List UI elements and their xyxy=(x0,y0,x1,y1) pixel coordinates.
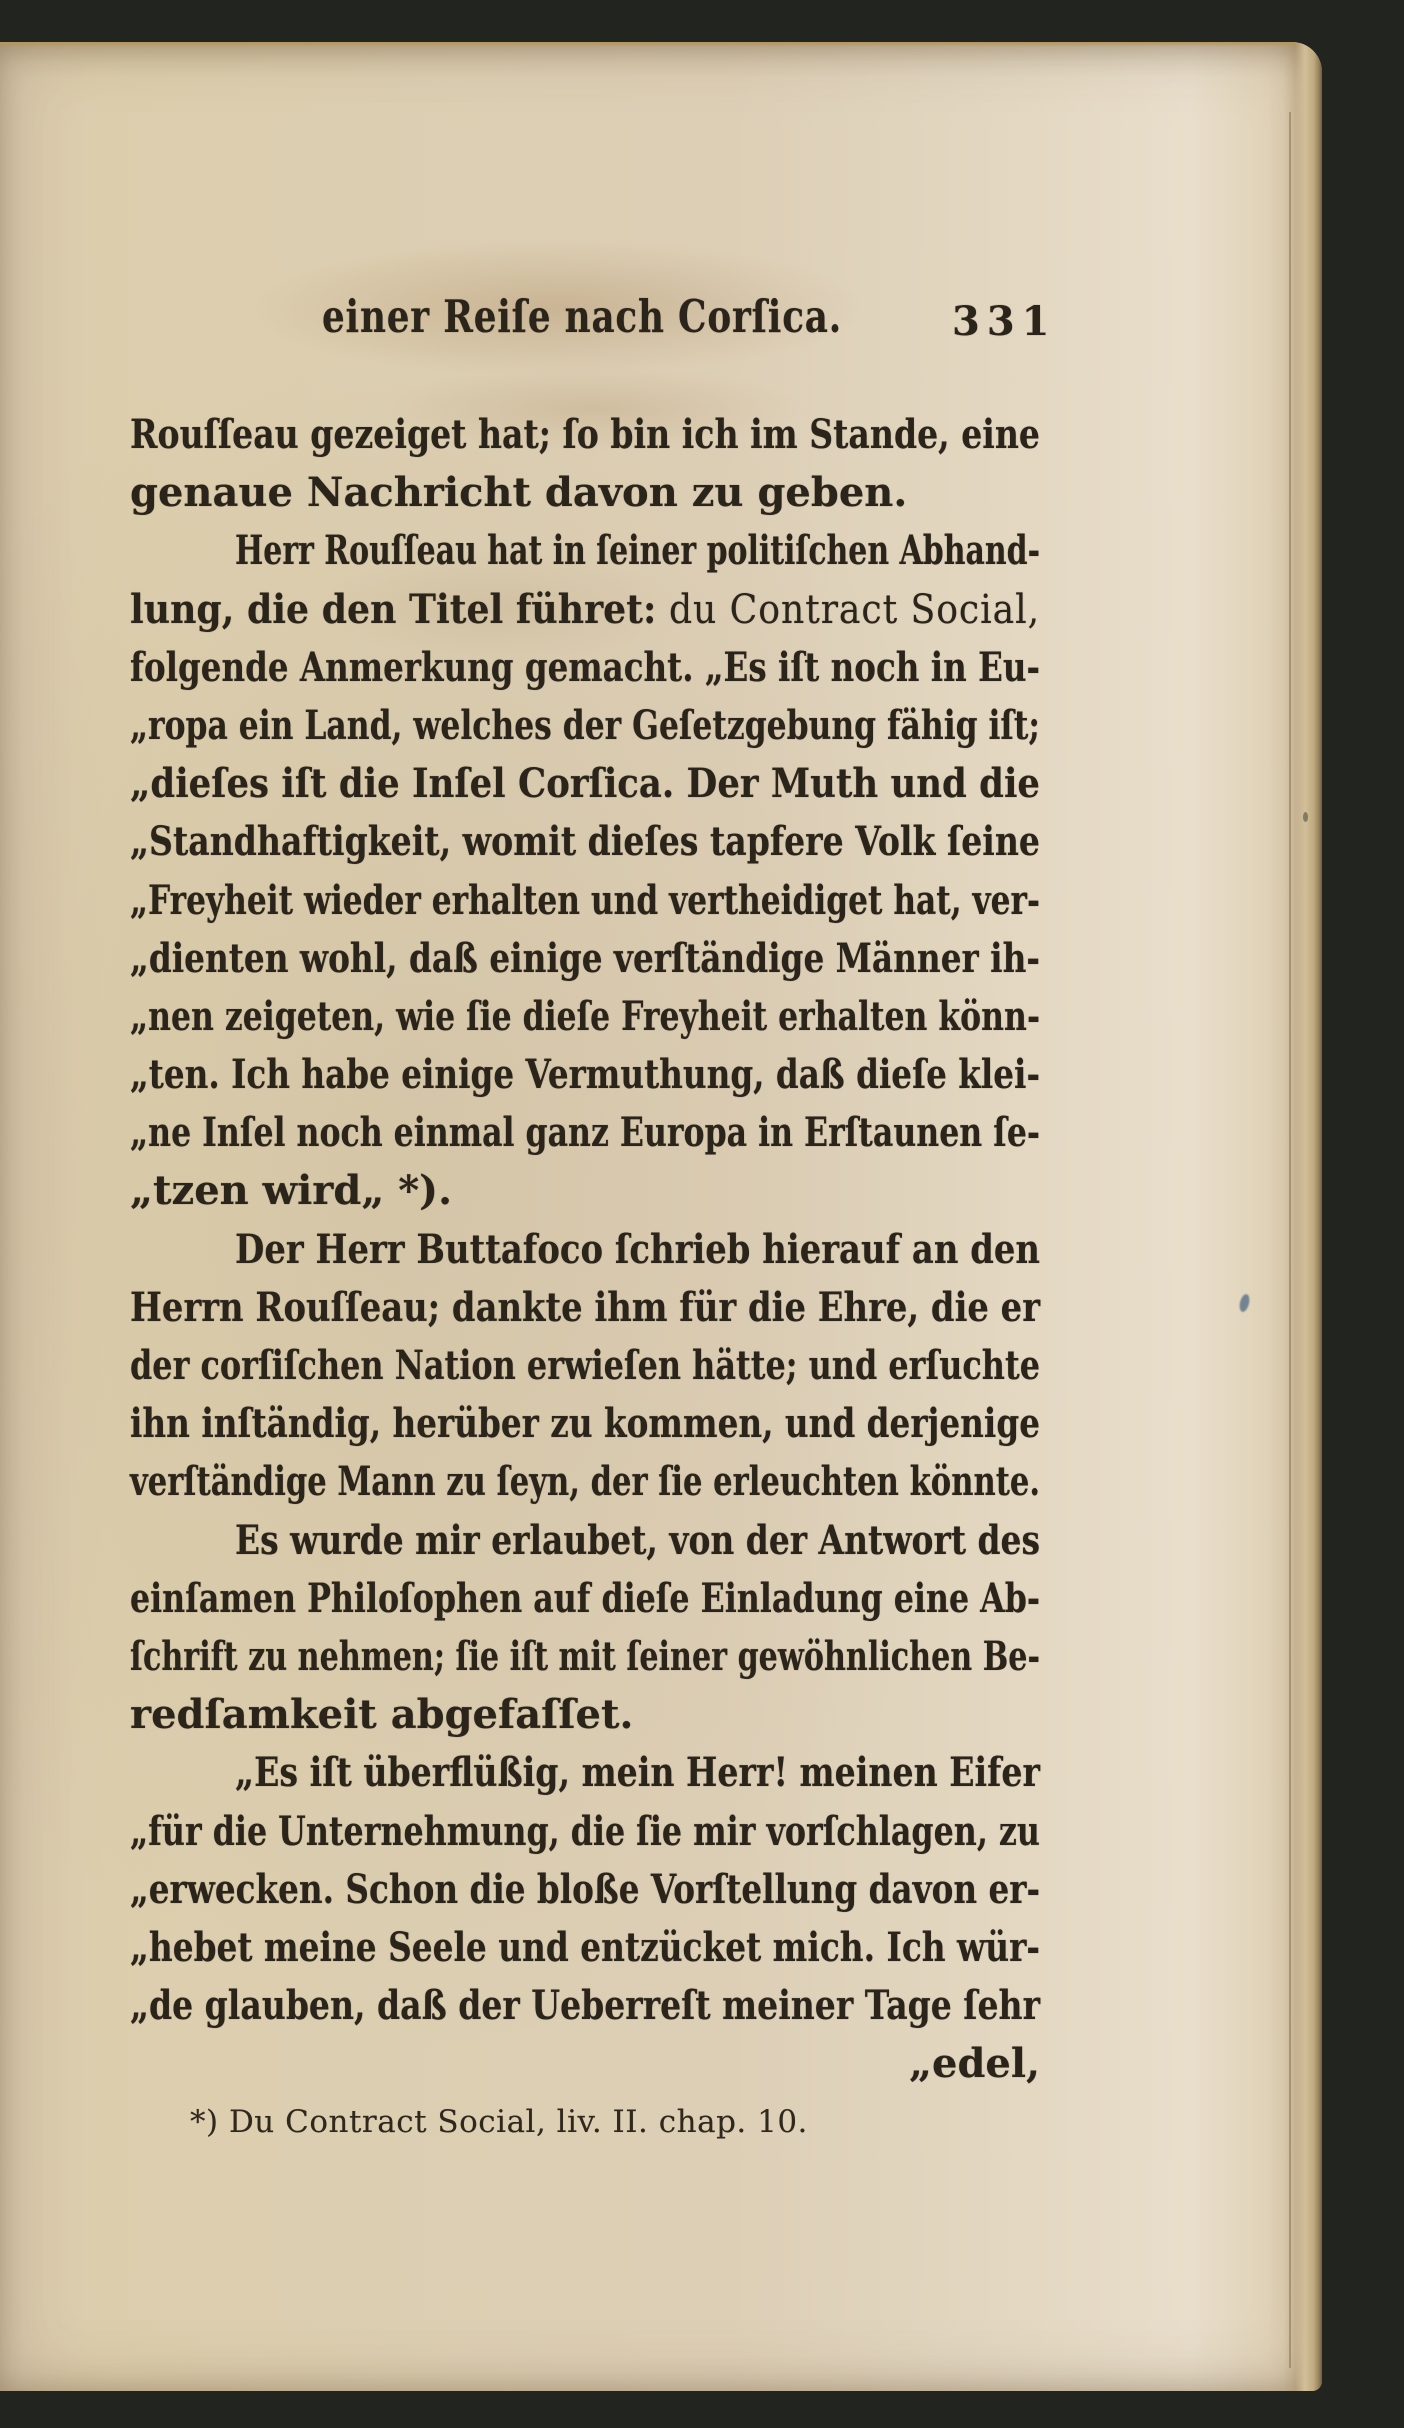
fraktur-text: genaue Nachricht davon zu geben. xyxy=(130,469,908,517)
text-line xyxy=(130,1337,1040,1395)
fraktur-text: „ropa ein Land, welches der Geſetzgebung fähig iſt; xyxy=(130,701,1040,749)
ink-speck xyxy=(1238,1293,1251,1313)
edge-fleck xyxy=(1303,812,1308,822)
text-line xyxy=(130,406,1040,464)
book-page xyxy=(0,42,1322,2391)
fraktur-text: „für die Unternehmung, die ſie mir vorſchlagen, zu xyxy=(130,1807,1040,1855)
fraktur-text: ſchrift zu nehmen; ſie iſt mit ſeiner gewöhnlichen Be- xyxy=(130,1632,1040,1680)
fraktur-text: „erwecken. Schon die bloße Vorſtellung davon er- xyxy=(130,1865,1040,1913)
fraktur-text: Herr Rouſſeau hat in ſeiner politiſchen Abhand- xyxy=(235,527,1040,575)
text-line xyxy=(130,1221,1040,1279)
fraktur-text: „edel, xyxy=(909,2040,1040,2088)
text-line xyxy=(130,872,1040,930)
text-line xyxy=(130,1162,1040,1220)
text-line xyxy=(130,581,1040,639)
text-line xyxy=(130,1919,1040,1977)
text-line xyxy=(130,697,1040,755)
text-line xyxy=(130,1861,1040,1919)
text-line xyxy=(130,1279,1040,1337)
text-line xyxy=(130,1512,1040,1570)
fraktur-text: „Es iſt überflüßig, mein Herr! meinen Eifer xyxy=(235,1749,1040,1797)
fraktur-text: verſtändige Mann zu ſeyn, der ſie erleuchten könnte. xyxy=(130,1458,1040,1506)
text-line xyxy=(130,755,1040,813)
text-line xyxy=(130,1104,1040,1162)
text-line xyxy=(130,1803,1040,1861)
page-fore-edge xyxy=(1284,42,1322,2391)
text-line xyxy=(130,1977,1040,2035)
fraktur-text: „de glauben, daß der Ueberreſt meiner Tage ſehr xyxy=(130,1982,1040,2030)
page-header xyxy=(130,290,1057,354)
text-line xyxy=(130,522,1040,580)
fraktur-text: ihn inſtändig, herüber zu kommen, und derjenige xyxy=(130,1400,1040,1448)
text-line xyxy=(130,1453,1040,1511)
text-line xyxy=(130,464,1040,522)
fraktur-text: der corſiſchen Nation erwieſen hätte; und erſuchte xyxy=(130,1342,1040,1389)
text-line xyxy=(130,988,1040,1046)
text-line xyxy=(130,930,1040,988)
page-number: 331 xyxy=(952,298,1057,345)
text-line xyxy=(130,1744,1040,1802)
fraktur-text: Herrn Rouſſeau; dankte ihm für die Ehre, die er xyxy=(130,1283,1040,1331)
text-line xyxy=(130,2035,1040,2093)
fraktur-text: „dieſes iſt die Inſel Corſica. Der Muth und die xyxy=(130,760,1040,808)
fraktur-text: „Standhaftigkeit, womit dieſes tapfere Volk ſeine xyxy=(130,818,1040,866)
fraktur-text: redſamkeit abgefaſſet. xyxy=(130,1691,634,1739)
fraktur-text: lung, die den Titel führet: xyxy=(130,585,669,633)
text-line xyxy=(130,1570,1040,1628)
fraktur-text: Der Herr Buttafoco ſchrieb hierauf an den xyxy=(235,1225,1040,1273)
fraktur-text: „hebet meine Seele und entzücket mich. Ich wür- xyxy=(130,1923,1040,1971)
fraktur-text: Es wurde mir erlaubet, von der Antwort des xyxy=(235,1516,1040,1564)
text-line xyxy=(130,639,1040,697)
fraktur-text: folgende Anmerkung gemacht. „Es iſt noch in Eu- xyxy=(130,643,1040,691)
antiqua-text: du Contract Social, xyxy=(668,586,1040,633)
fraktur-text: Rouſſeau gezeiget hat; ſo bin ich im Stande, eine xyxy=(130,411,1040,458)
text-line xyxy=(130,1395,1040,1453)
fraktur-text: „Freyheit wieder erhalten und vertheidiget hat, ver- xyxy=(130,876,1040,924)
fraktur-text: „dienten wohl, daß einige verſtändige Männer ih- xyxy=(130,934,1040,982)
fraktur-text: einſamen Philoſophen auf dieſe Einladung eine Ab- xyxy=(130,1574,1040,1622)
text-line xyxy=(130,813,1040,871)
text-line xyxy=(130,1686,1040,1744)
fraktur-text: „nen zeigeten, wie ſie dieſe Freyheit erhalten könn- xyxy=(130,992,1040,1040)
text-line xyxy=(130,1046,1040,1104)
fraktur-text: „tzen wird„ *). xyxy=(130,1167,453,1215)
fraktur-text: „ne Inſel noch einmal ganz Europa in Erſtaunen ſe- xyxy=(130,1109,1040,1157)
body-text xyxy=(130,406,1040,2093)
running-title: einer Reiſe nach Corſica. xyxy=(322,290,842,343)
footnote: *) Du Contract Social, liv. II. chap. 10. xyxy=(190,2104,808,2140)
text-line xyxy=(130,1628,1040,1686)
fraktur-text: „ten. Ich habe einige Vermuthung, daß dieſe klei- xyxy=(130,1051,1040,1099)
